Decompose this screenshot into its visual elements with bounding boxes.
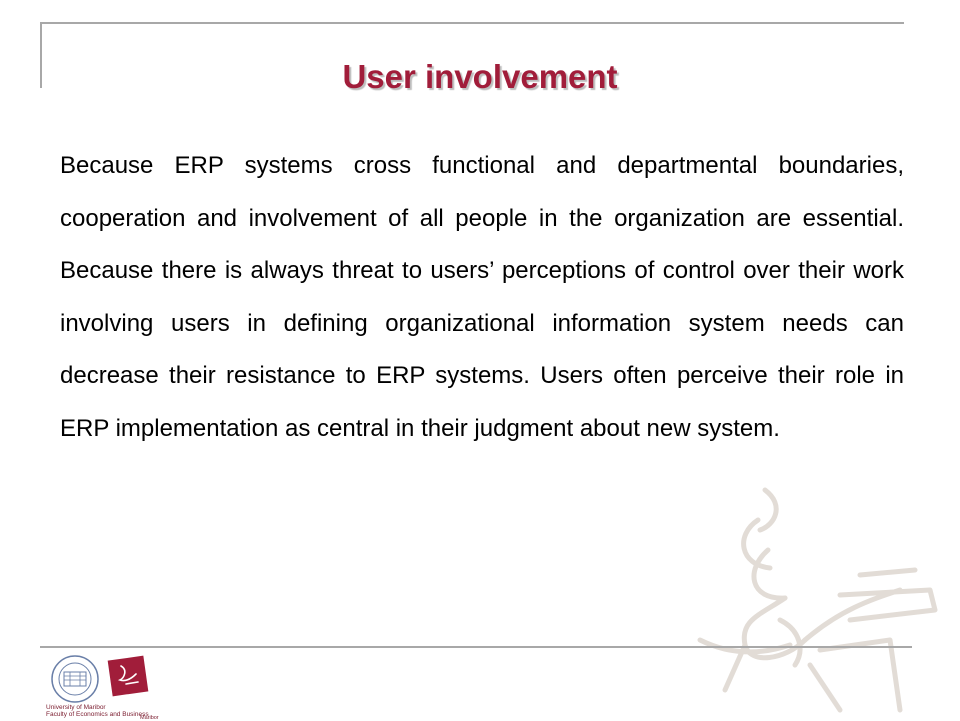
footer-logos <box>44 652 174 720</box>
city-name: Maribor <box>140 715 159 721</box>
university-seal-icon <box>50 654 100 704</box>
footer-line <box>40 646 912 648</box>
faculty-name: Faculty of Economics and Business <box>46 711 149 718</box>
university-name: University of Maribor <box>46 704 106 711</box>
slide-body-text: Because ERP systems cross functional and departmental boundaries, cooperation and involvement of all people in the organization are essential. Because there is always threat to users’ perceptions of control over their work involving users in defining organizational information system needs can decrease their resistance to ERP systems. Users often perceive their role in ERP implementation as central in their judgment about new system. <box>60 152 904 442</box>
faculty-logo-icon <box>106 654 150 698</box>
frame-top-line <box>40 22 904 24</box>
slide-title: User involvement <box>342 58 618 95</box>
faculty-emblem-watermark-icon <box>690 480 950 720</box>
